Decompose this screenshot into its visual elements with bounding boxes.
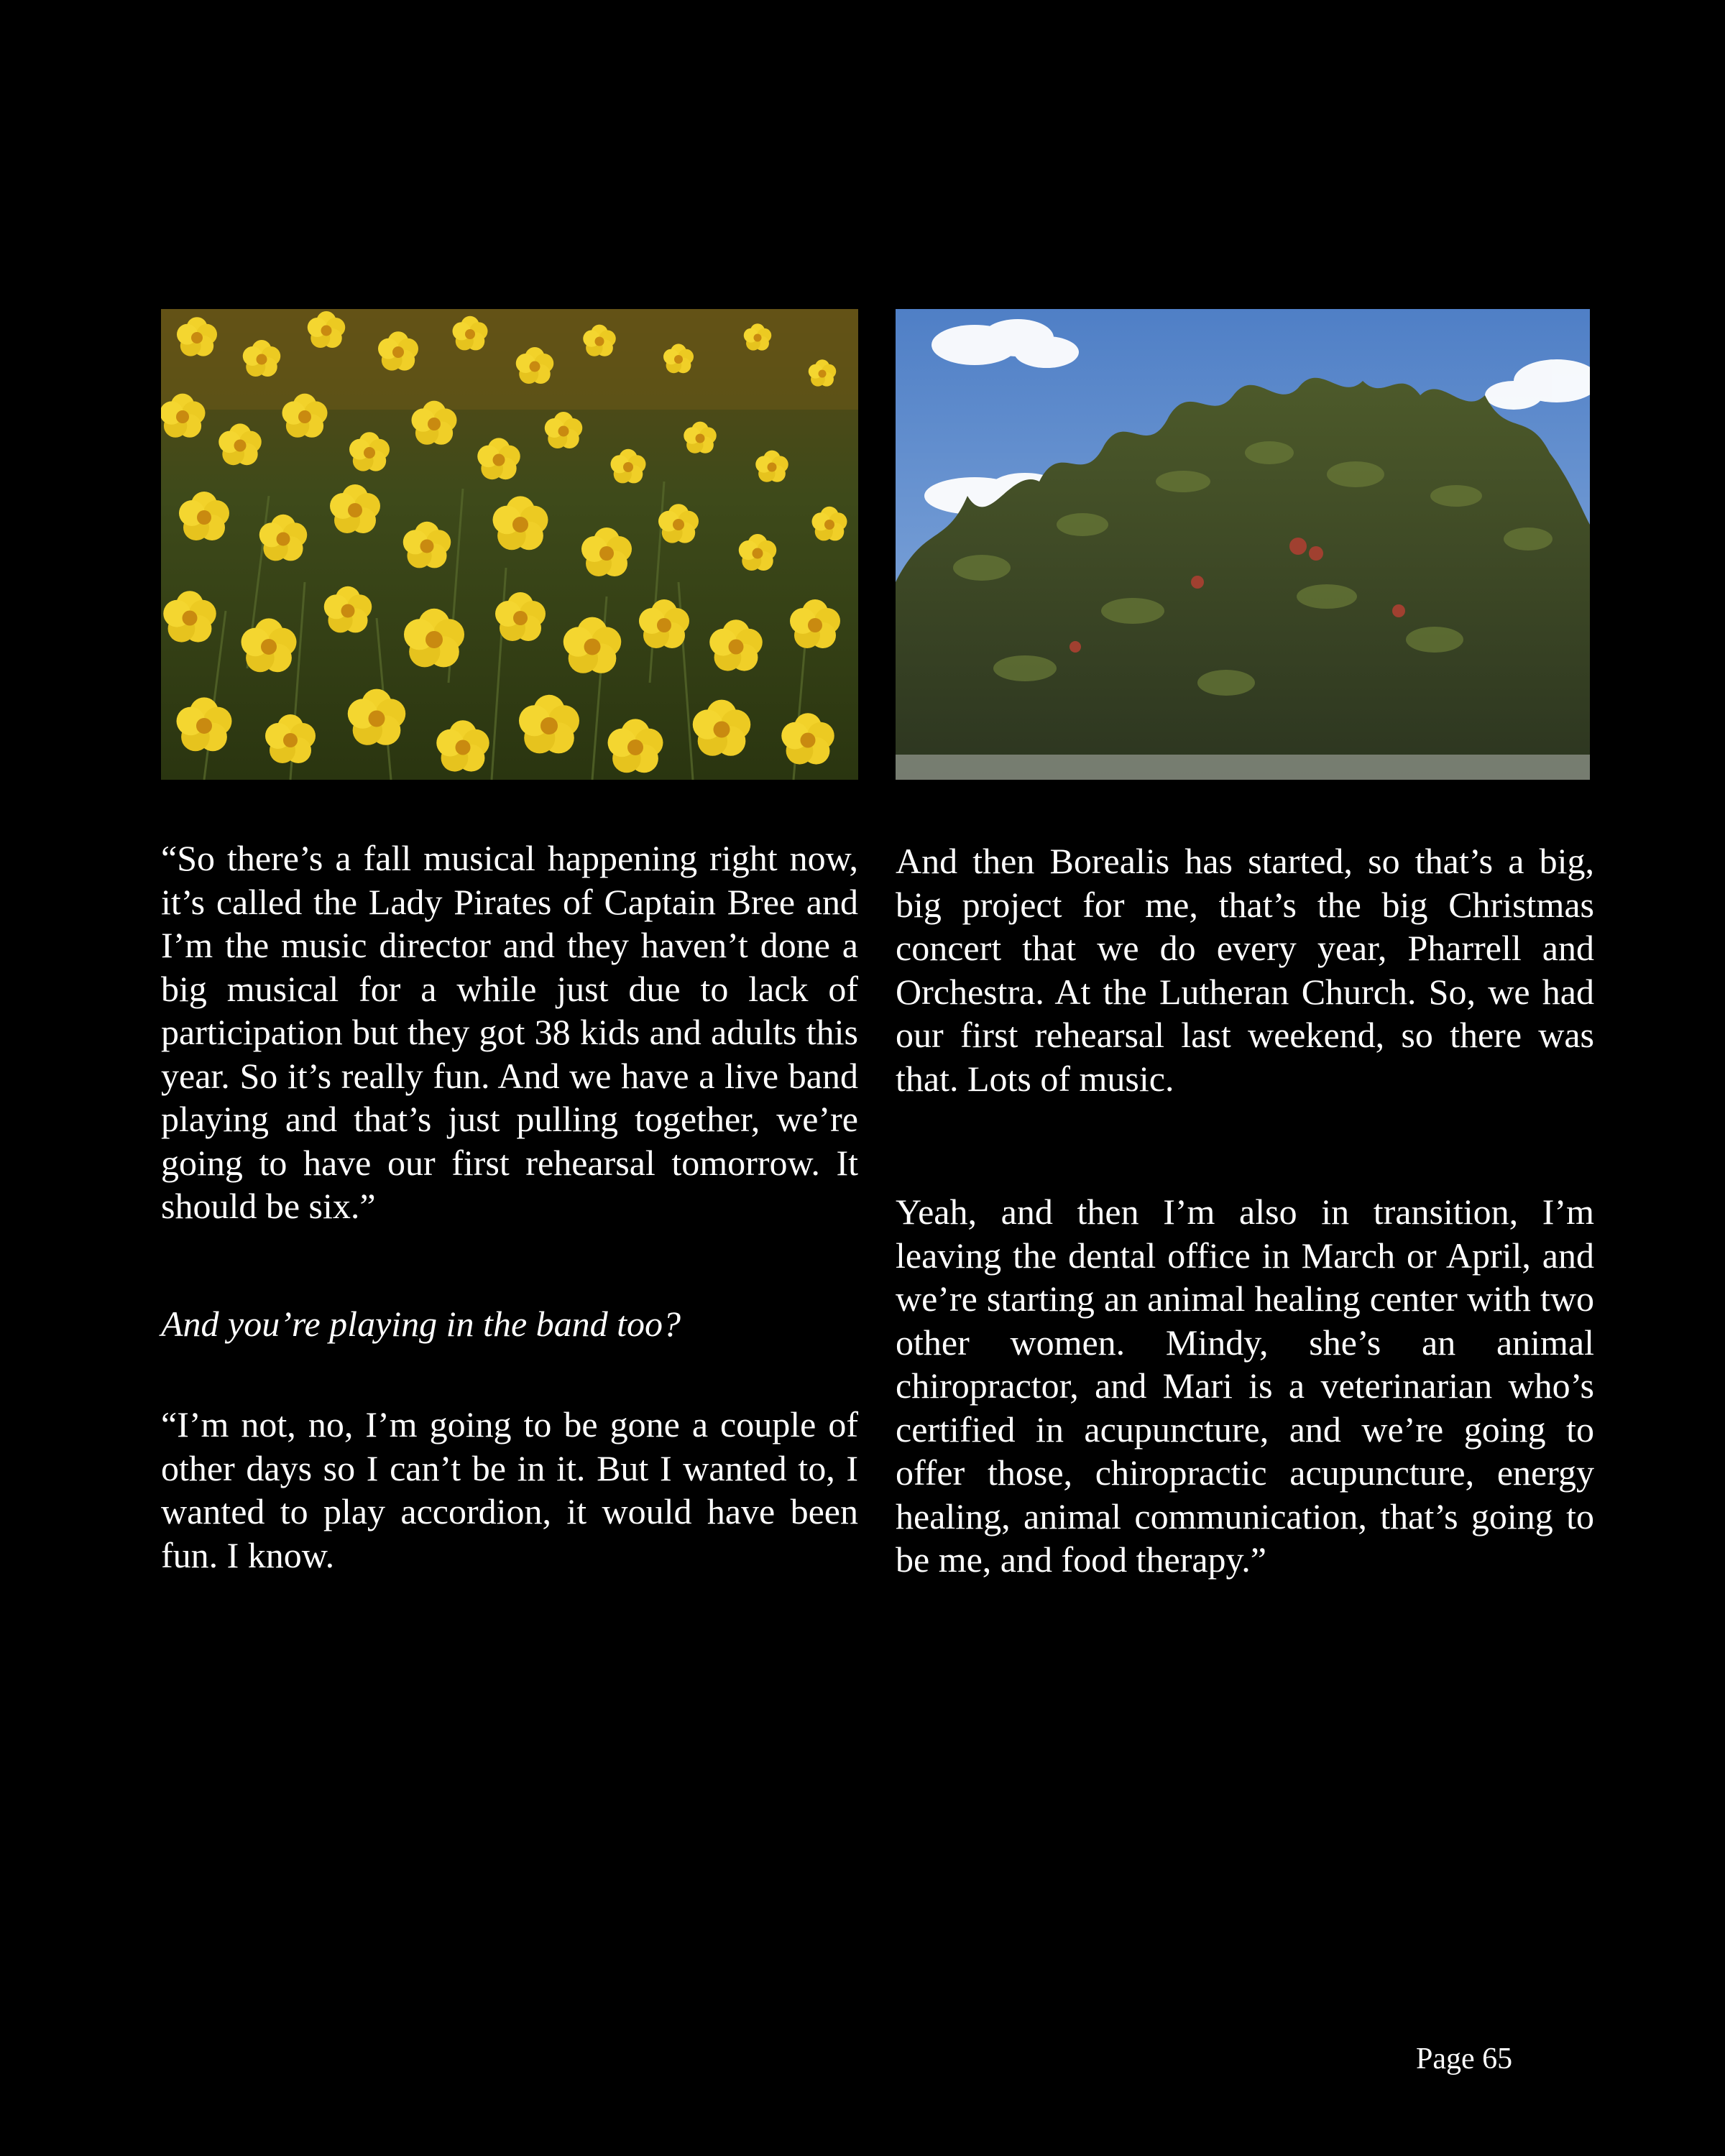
left-paragraph-2: “I’m not, no, I’m going to be gone a couple of other days so I can’t be in it. But I wanted to, I wanted to play accordion, it would have been fun. I know. — [161, 1404, 858, 1575]
left-text-column — [161, 837, 858, 1577]
yellow-flowers-image — [161, 309, 858, 780]
interview-question: And you’re playing in the band too? — [161, 1303, 681, 1344]
apple-tree-photo — [896, 309, 1590, 780]
left-paragraph-1: “So there’s a fall musical happening right now, it’s called the Lady Pirates of Captain Bree and I’m the music director and they haven’t done a big musical for a while just due to lack of participation but they got 38 kids and adults this year. So it’s really fun. And we have a live band playing and that’s just pulling together, we’re going to have our first rehearsal tomorrow. It should be six.” — [161, 838, 858, 1226]
yellow-flowers-photo — [161, 309, 858, 780]
apple-tree-image — [896, 309, 1590, 780]
right-text-column — [896, 839, 1594, 1582]
right-paragraph-2: Yeah, and then I’m also in transition, I’m leaving the dental office in March or April, and we’re starting an animal healing center with two other women. Mindy, she’s an animal chiropractor, and Mari is a veterinarian who’s certified in acupuncture, and we’re going to offer those, chiropractic acupuncture, energy healing, animal communication, that’s going to be me, and food therapy.” — [896, 1192, 1594, 1580]
right-paragraph-1: And then Borealis has started, so that’s a big, big project for me, that’s the big Christmas concert that we do every year, Pharrell and Orchestra. At the Lutheran Church. So, we had our first rehearsal last weekend, so there was that. Lots of music. — [896, 841, 1594, 1099]
page-number: Page 65 — [1416, 2042, 1513, 2076]
